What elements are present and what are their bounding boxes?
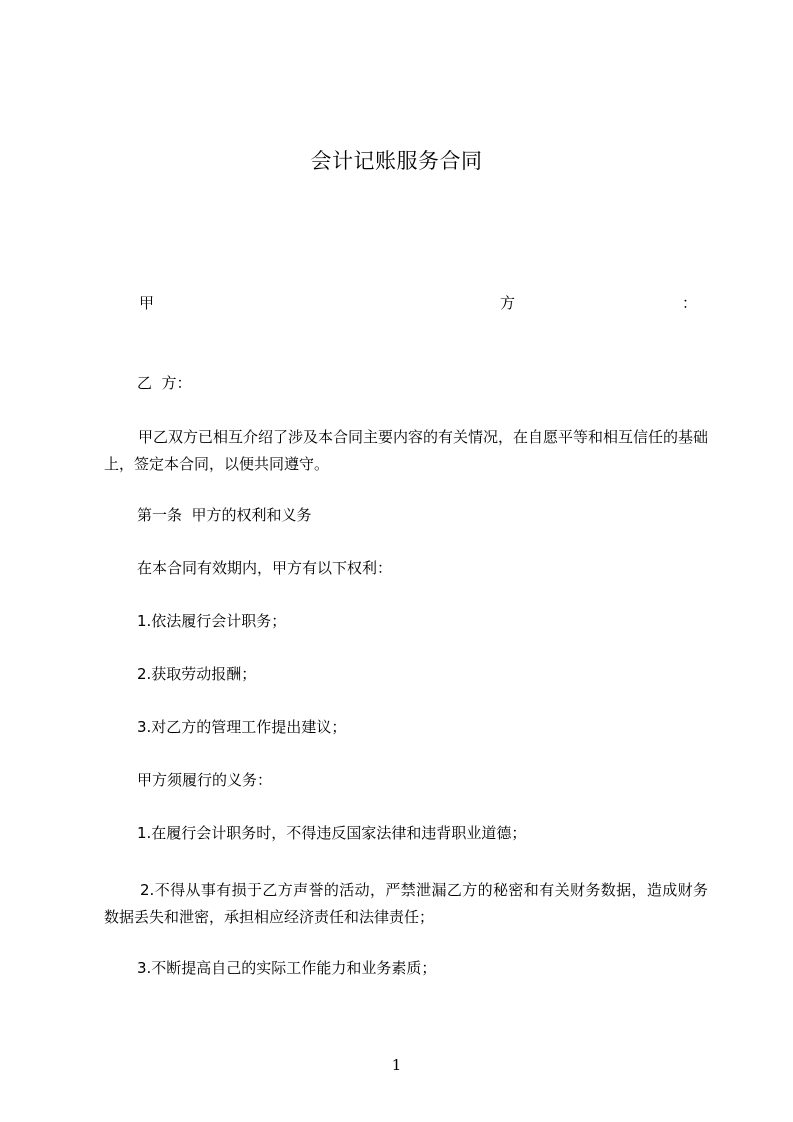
duty-item-2: 2.不得从事有损于乙方声誉的活动，严禁泄漏乙方的秘密和有关财务数据，造成财务数据丢失和泄密，承担相应经济责任和法律责任； [104, 881, 708, 926]
page-number: 1 [391, 1056, 402, 1074]
article-1-heading: 第一条 甲方的权利和义务 [137, 506, 312, 524]
right-item-3: 3.对乙方的管理工作提出建议； [137, 718, 347, 736]
rights-heading: 在本合同有效期内，甲方有以下权利： [137, 559, 393, 577]
right-item-1: 1.依法履行会计职务； [137, 612, 287, 630]
party-b-line: 乙 方： [137, 374, 192, 392]
duties-heading: 甲方须履行的义务： [137, 771, 273, 789]
party-a-colon: ： [682, 294, 698, 312]
duty-item-3: 3.不断提高自己的实际工作能力和业务素质； [137, 959, 437, 977]
right-item-2: 2.获取劳动报酬； [137, 665, 257, 683]
duty-item-1: 1.在履行会计职务时，不得违反国家法律和违背职业道德； [137, 824, 527, 842]
intro-paragraph: 甲乙双方已相互介绍了涉及本合同主要内容的有关情况，在自愿平等和相互信任的基础上，签定本合同，以便共同遵守。 [104, 428, 709, 473]
document-title: 会计记账服务合同 [310, 149, 483, 173]
party-a-line [139, 292, 698, 312]
party-a-char-1: 甲 [139, 294, 155, 312]
party-a-char-2: 方 [500, 294, 516, 312]
